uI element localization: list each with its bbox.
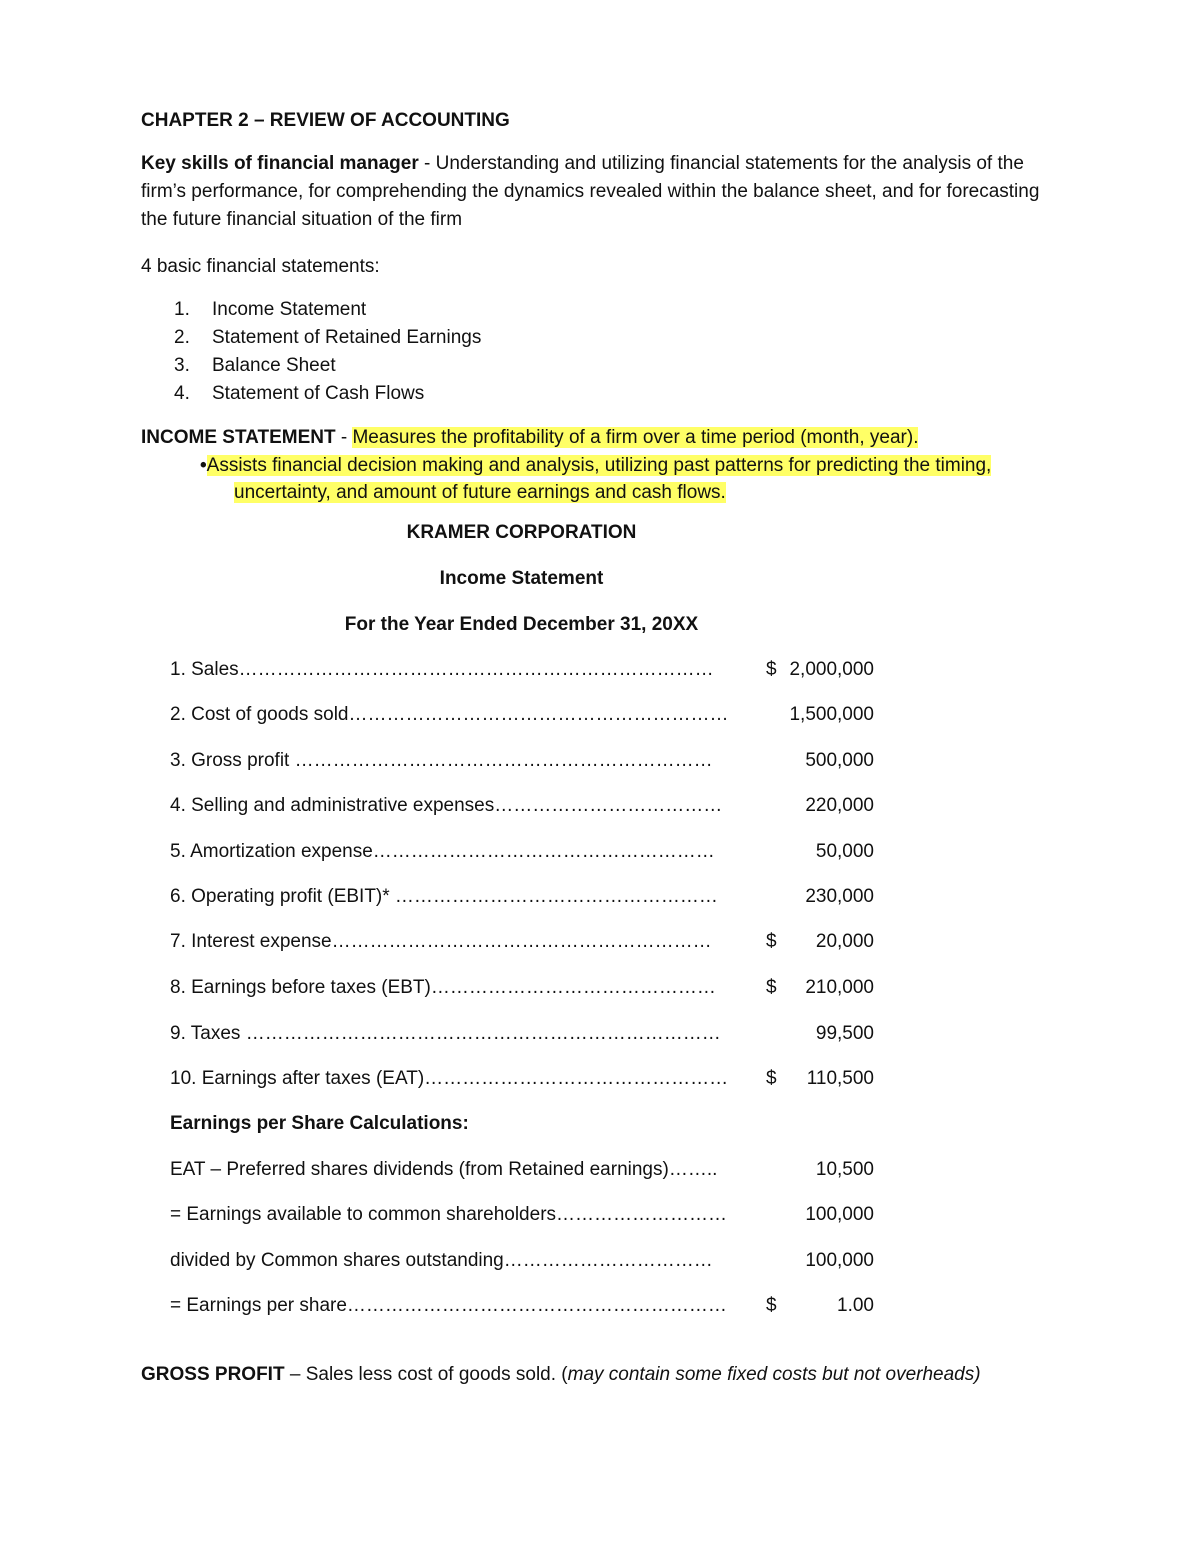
table-row xyxy=(170,1023,874,1047)
income-statement-definition xyxy=(141,427,918,449)
row-currency: $ xyxy=(766,931,777,952)
bullet-icon: • xyxy=(200,455,207,476)
list-label: Balance Sheet xyxy=(212,355,336,376)
row-amount: 50,000 xyxy=(815,841,874,862)
row-amount: 220,000 xyxy=(805,795,874,816)
key-skills-term: Key skills of financial manager xyxy=(141,153,419,174)
row-label: 10. Earnings after taxes (EAT)………………………………………… xyxy=(170,1068,729,1089)
row-amount: 230,000 xyxy=(805,886,874,907)
row-amount: 2,000,000 xyxy=(789,659,874,680)
table-row xyxy=(170,1159,874,1183)
row-amount: 100,000 xyxy=(805,1204,874,1225)
row-amount: 10,500 xyxy=(815,1159,874,1180)
row-currency: $ xyxy=(766,659,777,680)
row-label: 3. Gross profit ………………………………………………………… xyxy=(170,750,713,771)
row-label: 7. Interest expense…………………………………………………… xyxy=(170,931,712,952)
row-label: 8. Earnings before taxes (EBT)……………………………………… xyxy=(170,977,716,998)
row-amount: 100,000 xyxy=(805,1250,874,1271)
row-label: 2. Cost of goods sold…………………………………………………… xyxy=(170,704,729,725)
bullet-text-line1: Assists financial decision making and analysis, utilizing past patterns for predicting the timing, xyxy=(206,455,992,476)
statements-intro: 4 basic financial statements: xyxy=(141,256,380,277)
bullet-text-line2: uncertainty, and amount of future earnings and cash flows. xyxy=(234,482,726,503)
row-label: 6. Operating profit (EBIT)* …………………………………………… xyxy=(170,886,718,907)
row-amount: 210,000 xyxy=(805,977,874,998)
income-statement-bullet-continuation xyxy=(234,482,726,504)
row-label: 5. Amortization expense……………………………………………… xyxy=(170,841,715,862)
table-row xyxy=(170,1068,874,1092)
income-statement-separator: - xyxy=(335,427,353,448)
table-row xyxy=(170,1250,874,1274)
list-item xyxy=(174,299,366,321)
row-amount: 500,000 xyxy=(805,750,874,771)
gross-profit-note: may contain some fixed costs but not overheads) xyxy=(567,1364,981,1385)
list-label: Statement of Cash Flows xyxy=(212,383,425,404)
row-currency: $ xyxy=(766,1295,777,1316)
statement-title: Income Statement xyxy=(439,568,604,589)
eps-heading: Earnings per Share Calculations: xyxy=(170,1113,469,1134)
table-row xyxy=(170,841,874,865)
row-amount: 110,500 xyxy=(806,1068,874,1089)
key-skills-definition: Understanding and utilizing financial statements for the analysis of the firm’s performance, for comprehending the dynamics revealed within the balance sheet, and for forecasting the future financial situation of the firm xyxy=(141,153,1040,230)
list-item xyxy=(174,327,481,349)
row-amount: 1.00 xyxy=(837,1295,874,1316)
key-skills-separator: - xyxy=(418,153,436,174)
table-row xyxy=(170,931,874,955)
gross-profit-definition xyxy=(141,1364,981,1386)
row-label: = Earnings available to common shareholders……………………… xyxy=(170,1204,728,1225)
list-item xyxy=(174,355,336,377)
table-row xyxy=(170,750,874,774)
table-row xyxy=(170,704,874,728)
row-label: 4. Selling and administrative expenses……………………………… xyxy=(170,795,723,816)
income-statement-term: INCOME STATEMENT xyxy=(141,427,336,448)
list-item xyxy=(174,383,424,405)
row-label: 1. Sales………………………………………………………………… xyxy=(170,659,714,680)
row-currency: $ xyxy=(766,977,777,998)
table-row xyxy=(170,659,874,683)
list-number: 3. xyxy=(174,355,190,376)
income-statement-definition-text: Measures the profitability of a firm over a time period (month, year). xyxy=(352,427,919,448)
table-row xyxy=(170,795,874,819)
row-label: divided by Common shares outstanding…………………………… xyxy=(170,1250,713,1271)
gross-profit-term: GROSS PROFIT xyxy=(141,1364,285,1385)
table-row xyxy=(170,886,874,910)
table-row xyxy=(170,1204,874,1228)
gross-profit-definition-text: Sales less cost of goods sold. ( xyxy=(305,1364,568,1385)
table-row xyxy=(170,1295,874,1319)
row-currency: $ xyxy=(766,1068,777,1089)
row-amount: 20,000 xyxy=(815,931,874,952)
chapter-title: CHAPTER 2 – REVIEW OF ACCOUNTING xyxy=(141,110,510,131)
list-label: Income Statement xyxy=(212,299,367,320)
income-statement-bullet xyxy=(200,455,991,477)
company-name: KRAMER CORPORATION xyxy=(406,522,637,543)
row-label: 9. Taxes ………………………………………………………………… xyxy=(170,1023,721,1044)
list-label: Statement of Retained Earnings xyxy=(212,327,482,348)
key-skills-paragraph xyxy=(141,150,1071,234)
gross-profit-separator: – xyxy=(284,1364,306,1385)
row-label: EAT – Preferred shares dividends (from Retained earnings)…….. xyxy=(170,1159,718,1180)
row-amount: 1,500,000 xyxy=(789,704,874,725)
table-row xyxy=(170,977,874,1001)
list-number: 1. xyxy=(174,299,190,320)
statement-period: For the Year Ended December 31, 20XX xyxy=(344,614,699,635)
list-number: 4. xyxy=(174,383,190,404)
row-amount: 99,500 xyxy=(815,1023,874,1044)
list-number: 2. xyxy=(174,327,190,348)
row-label: = Earnings per share…………………………………………………… xyxy=(170,1295,727,1316)
